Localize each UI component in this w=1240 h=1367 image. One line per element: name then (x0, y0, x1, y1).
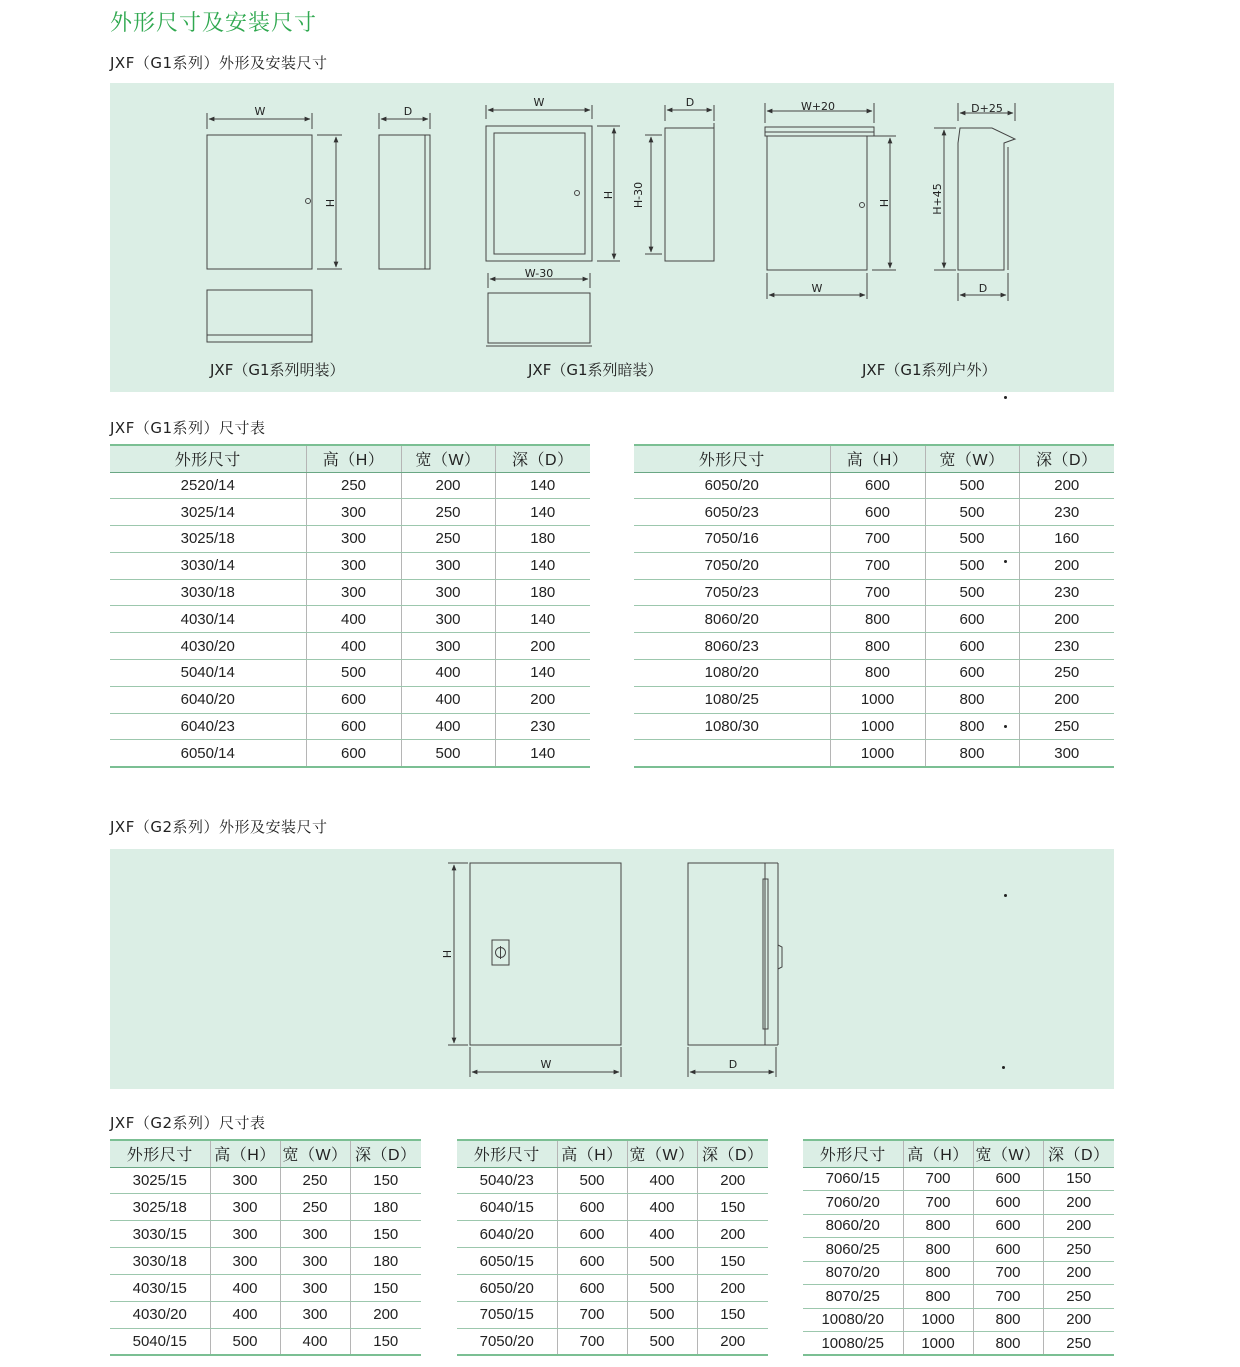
cell-height: 700 (830, 526, 925, 553)
cell-height: 700 (830, 552, 925, 579)
table-row (457, 1221, 768, 1248)
cell-height: 300 (306, 499, 401, 526)
cell-width: 400 (627, 1194, 697, 1221)
dim-label-h-plus-45: H+45 (931, 183, 944, 215)
cell-height: 600 (306, 740, 401, 767)
dim-label-d-plus-25: D+25 (971, 102, 1003, 115)
print-dot (1004, 894, 1007, 897)
cell-depth: 160 (1019, 526, 1114, 553)
cell-depth: 200 (1019, 686, 1114, 713)
cell-depth: 200 (697, 1167, 768, 1194)
cell-depth: 200 (1019, 552, 1114, 579)
header-size: 外形尺寸 (634, 445, 830, 472)
print-dot (1002, 1066, 1005, 1069)
cell-size: 7060/20 (803, 1191, 903, 1215)
dim-label-d: D (685, 96, 695, 109)
cell-width: 700 (973, 1285, 1043, 1309)
header-width: 宽（W） (280, 1140, 350, 1167)
cell-depth: 180 (350, 1194, 421, 1221)
cell-depth: 200 (1043, 1214, 1114, 1238)
cell-depth: 150 (350, 1167, 421, 1194)
dim-label-w-minus-30: W-30 (524, 267, 554, 280)
cell-width: 500 (627, 1248, 697, 1275)
table-row (110, 579, 590, 606)
g1-flush-front-view (486, 126, 592, 261)
cell-height: 700 (903, 1191, 973, 1215)
cell-size: 6050/20 (634, 472, 830, 499)
g2-size-table-2 (457, 1139, 768, 1356)
cell-height: 500 (557, 1167, 627, 1194)
cell-width: 400 (401, 713, 495, 740)
cell-size: 4030/20 (110, 1301, 210, 1328)
cell-depth: 250 (1043, 1285, 1114, 1309)
g2-diagram (110, 849, 1114, 1089)
cell-depth: 150 (350, 1275, 421, 1302)
cell-height: 300 (210, 1194, 280, 1221)
cell-depth: 200 (1043, 1191, 1114, 1215)
g2-side-view (688, 863, 765, 1045)
cell-size: 6040/20 (110, 686, 306, 713)
cell-depth: 200 (1043, 1261, 1114, 1285)
cell-depth: 250 (1019, 713, 1114, 740)
dim-label-w-plus-20: W+20 (800, 100, 836, 113)
cell-size: 10080/20 (803, 1308, 903, 1332)
cell-height: 300 (306, 552, 401, 579)
cell-width: 600 (925, 660, 1019, 687)
cell-width: 600 (973, 1238, 1043, 1262)
cell-height: 300 (306, 526, 401, 553)
cell-size: 8060/25 (803, 1238, 903, 1262)
cell-height: 800 (830, 633, 925, 660)
cell-width: 400 (401, 686, 495, 713)
table-header-row (803, 1140, 1114, 1167)
cell-depth: 200 (1019, 472, 1114, 499)
header-depth: 深（D） (1019, 445, 1114, 472)
table-row (110, 472, 590, 499)
dim-label-w: W (254, 105, 266, 118)
cell-size: 3030/14 (110, 552, 306, 579)
print-dot (1004, 560, 1007, 563)
header-width: 宽（W） (401, 445, 495, 472)
page-title: 外形尺寸及安装尺寸 (110, 11, 318, 36)
cell-size: 3030/18 (110, 1248, 210, 1275)
cell-height: 800 (830, 660, 925, 687)
cell-width: 300 (401, 579, 495, 606)
cell-width: 500 (925, 579, 1019, 606)
cell-height: 700 (557, 1328, 627, 1355)
cell-width: 300 (280, 1275, 350, 1302)
cell-size: 5040/14 (110, 660, 306, 687)
g1-size-table-left (110, 444, 590, 768)
table-row (110, 1194, 421, 1221)
cell-depth: 180 (495, 579, 590, 606)
table-row (457, 1301, 768, 1328)
g2-size-table-1 (110, 1139, 421, 1356)
cell-height: 1000 (903, 1308, 973, 1332)
cell-height: 600 (557, 1248, 627, 1275)
table-header-row (110, 445, 590, 472)
cell-size: 6050/15 (457, 1248, 557, 1275)
cell-width: 800 (925, 740, 1019, 767)
table-header-row (634, 445, 1114, 472)
cell-width: 500 (925, 499, 1019, 526)
table-row (803, 1238, 1114, 1262)
cell-width: 800 (925, 713, 1019, 740)
cell-size: 8070/25 (803, 1285, 903, 1309)
cell-depth: 250 (1043, 1238, 1114, 1262)
table-row (634, 526, 1114, 553)
cell-size: 6050/14 (110, 740, 306, 767)
cell-width: 500 (627, 1275, 697, 1302)
cell-height: 1000 (830, 686, 925, 713)
cell-depth: 200 (495, 633, 590, 660)
cell-width: 300 (280, 1301, 350, 1328)
cell-width: 600 (973, 1191, 1043, 1215)
cell-height: 600 (306, 686, 401, 713)
table-row (110, 499, 590, 526)
cell-width: 300 (401, 552, 495, 579)
cell-size: 3025/15 (110, 1167, 210, 1194)
cell-width: 500 (925, 526, 1019, 553)
table-row (634, 499, 1114, 526)
g1-diagram (110, 83, 1114, 392)
cell-height: 800 (903, 1214, 973, 1238)
cell-size: 8060/20 (803, 1214, 903, 1238)
table-row (634, 579, 1114, 606)
cell-width: 300 (280, 1248, 350, 1275)
dim-label-w: W (533, 96, 545, 109)
g1-section-title: JXF（G1系列）外形及安装尺寸 (110, 54, 328, 72)
header-height: 高（H） (903, 1140, 973, 1167)
cell-height: 700 (557, 1301, 627, 1328)
cell-depth: 140 (495, 472, 590, 499)
cell-width: 500 (925, 552, 1019, 579)
cell-size: 3025/18 (110, 1194, 210, 1221)
g1-caption-outdoor: JXF（G1系列户外） (862, 361, 997, 379)
cell-size: 3025/18 (110, 526, 306, 553)
cell-size: 6050/23 (634, 499, 830, 526)
cell-height: 600 (557, 1194, 627, 1221)
cell-height: 400 (210, 1301, 280, 1328)
table-row (110, 633, 590, 660)
g1-outdoor-front-view (767, 136, 867, 270)
cell-size: 7050/23 (634, 579, 830, 606)
table-row (634, 472, 1114, 499)
print-dot (1004, 396, 1007, 399)
header-depth: 深（D） (1043, 1140, 1114, 1167)
cell-width: 300 (401, 633, 495, 660)
cell-height: 600 (306, 713, 401, 740)
header-size: 外形尺寸 (457, 1140, 557, 1167)
cell-height: 300 (210, 1221, 280, 1248)
dim-label-d: D (403, 105, 413, 118)
table-row (110, 740, 590, 767)
g1-flush-side-view (665, 128, 714, 261)
cell-width: 250 (280, 1167, 350, 1194)
cell-size (634, 740, 830, 767)
table-header-row (110, 1140, 421, 1167)
cell-height: 400 (210, 1275, 280, 1302)
cell-size: 1080/30 (634, 713, 830, 740)
cell-width: 400 (627, 1167, 697, 1194)
cell-depth: 300 (1019, 740, 1114, 767)
cell-height: 1000 (830, 713, 925, 740)
cell-width: 800 (973, 1308, 1043, 1332)
cell-depth: 250 (1019, 660, 1114, 687)
g2-table-title: JXF（G2系列）尺寸表 (110, 1114, 266, 1132)
g1-caption-flush: JXF（G1系列暗装） (528, 361, 663, 379)
table-row (803, 1332, 1114, 1356)
cell-depth: 140 (495, 740, 590, 767)
cell-size: 4030/15 (110, 1275, 210, 1302)
header-height: 高（H） (210, 1140, 280, 1167)
cell-width: 400 (401, 660, 495, 687)
table-row (457, 1194, 768, 1221)
g2-size-table-3 (803, 1139, 1114, 1356)
header-width: 宽（W） (925, 445, 1019, 472)
cell-height: 700 (903, 1167, 973, 1191)
header-height: 高（H） (830, 445, 925, 472)
cell-size: 7050/15 (457, 1301, 557, 1328)
table-row (110, 660, 590, 687)
table-row (110, 526, 590, 553)
cell-depth: 180 (495, 526, 590, 553)
cell-width: 200 (401, 472, 495, 499)
header-size: 外形尺寸 (110, 445, 306, 472)
dim-label-d: D (978, 282, 988, 295)
cell-depth: 140 (495, 499, 590, 526)
table-row (110, 1328, 421, 1355)
cell-height: 600 (557, 1221, 627, 1248)
table-row (110, 1167, 421, 1194)
g1-table-title: JXF（G1系列）尺寸表 (110, 419, 266, 437)
cell-depth: 200 (697, 1328, 768, 1355)
dim-label-h-minus-30: H-30 (632, 181, 645, 209)
table-header-row (457, 1140, 768, 1167)
cell-depth: 140 (495, 606, 590, 633)
cell-depth: 200 (697, 1275, 768, 1302)
cell-width: 300 (280, 1221, 350, 1248)
cell-height: 300 (210, 1248, 280, 1275)
cell-width: 400 (627, 1221, 697, 1248)
header-width: 宽（W） (627, 1140, 697, 1167)
g2-front-view (470, 863, 621, 1045)
table-row (110, 686, 590, 713)
table-row (110, 1221, 421, 1248)
cell-size: 3030/18 (110, 579, 306, 606)
cell-size: 10080/25 (803, 1332, 903, 1356)
cell-size: 5040/23 (457, 1167, 557, 1194)
cell-size: 1080/25 (634, 686, 830, 713)
cell-width: 250 (280, 1194, 350, 1221)
cell-height: 600 (830, 499, 925, 526)
cell-width: 500 (627, 1301, 697, 1328)
cell-depth: 230 (495, 713, 590, 740)
cell-depth: 150 (697, 1194, 768, 1221)
table-row (803, 1214, 1114, 1238)
table-row (803, 1308, 1114, 1332)
cell-size: 8060/20 (634, 606, 830, 633)
cell-size: 7050/20 (634, 552, 830, 579)
cell-depth: 200 (1019, 606, 1114, 633)
cell-size: 6050/20 (457, 1275, 557, 1302)
header-size: 外形尺寸 (803, 1140, 903, 1167)
cell-width: 800 (925, 686, 1019, 713)
g1-diagram-panel (110, 83, 1114, 392)
cell-height: 300 (210, 1167, 280, 1194)
cell-size: 6040/15 (457, 1194, 557, 1221)
cell-size: 8060/23 (634, 633, 830, 660)
cell-size: 1080/20 (634, 660, 830, 687)
table-row (110, 606, 590, 633)
cell-size: 4030/20 (110, 633, 306, 660)
header-depth: 深（D） (697, 1140, 768, 1167)
cell-width: 500 (925, 472, 1019, 499)
cell-height: 800 (903, 1238, 973, 1262)
header-depth: 深（D） (495, 445, 590, 472)
cell-height: 600 (830, 472, 925, 499)
cell-size: 3025/14 (110, 499, 306, 526)
cell-size: 2520/14 (110, 472, 306, 499)
table-row (634, 660, 1114, 687)
cell-height: 600 (557, 1275, 627, 1302)
cell-height: 800 (903, 1261, 973, 1285)
table-row (803, 1285, 1114, 1309)
cell-size: 5040/15 (110, 1328, 210, 1355)
cell-depth: 200 (350, 1301, 421, 1328)
cell-width: 600 (925, 633, 1019, 660)
table-row (634, 633, 1114, 660)
cell-width: 250 (401, 526, 495, 553)
cell-height: 500 (306, 660, 401, 687)
g1-flush-top-view (488, 293, 590, 343)
print-dot (1004, 725, 1007, 728)
cell-depth: 230 (1019, 579, 1114, 606)
header-size: 外形尺寸 (110, 1140, 210, 1167)
dim-label-w: W (811, 282, 823, 295)
cell-height: 500 (210, 1328, 280, 1355)
cell-size: 6040/23 (110, 713, 306, 740)
cell-width: 800 (973, 1332, 1043, 1356)
cell-width: 700 (973, 1261, 1043, 1285)
g1-surface-side-view (379, 135, 430, 269)
table-row (457, 1275, 768, 1302)
table-row (634, 740, 1114, 767)
cell-depth: 150 (1043, 1167, 1114, 1191)
cell-size: 6040/20 (457, 1221, 557, 1248)
cell-depth: 150 (697, 1301, 768, 1328)
cell-size: 3030/15 (110, 1221, 210, 1248)
cell-height: 1000 (830, 740, 925, 767)
table-row (634, 552, 1114, 579)
header-width: 宽（W） (973, 1140, 1043, 1167)
table-row (110, 1248, 421, 1275)
cell-width: 600 (973, 1214, 1043, 1238)
cell-depth: 140 (495, 552, 590, 579)
cell-size: 7050/16 (634, 526, 830, 553)
dim-label-d: D (728, 1058, 738, 1071)
cell-height: 800 (830, 606, 925, 633)
cell-depth: 200 (1043, 1308, 1114, 1332)
cell-height: 800 (903, 1285, 973, 1309)
g1-surface-top-view (207, 290, 312, 342)
cell-height: 400 (306, 606, 401, 633)
dim-label-h: H (323, 198, 336, 208)
table-row (457, 1328, 768, 1355)
g1-surface-front-view (207, 135, 312, 269)
g1-outdoor-side-view (958, 128, 1015, 270)
cell-depth: 230 (1019, 499, 1114, 526)
cell-width: 500 (627, 1328, 697, 1355)
cell-height: 300 (306, 579, 401, 606)
cell-width: 600 (973, 1167, 1043, 1191)
cell-width: 500 (401, 740, 495, 767)
dim-label-w: W (540, 1058, 552, 1071)
table-row (634, 686, 1114, 713)
g1-size-table-right (634, 444, 1114, 768)
dim-label-h: H (877, 198, 890, 208)
cell-depth: 230 (1019, 633, 1114, 660)
cell-depth: 180 (350, 1248, 421, 1275)
cell-width: 250 (401, 499, 495, 526)
cell-width: 400 (280, 1328, 350, 1355)
header-depth: 深（D） (350, 1140, 421, 1167)
cell-depth: 140 (495, 660, 590, 687)
cell-depth: 200 (697, 1221, 768, 1248)
table-row (110, 1275, 421, 1302)
cell-size: 7050/20 (457, 1328, 557, 1355)
g2-section-title: JXF（G2系列）外形及安装尺寸 (110, 818, 328, 836)
table-row (110, 1301, 421, 1328)
cell-width: 600 (925, 606, 1019, 633)
cell-size: 7060/15 (803, 1167, 903, 1191)
table-row (457, 1248, 768, 1275)
table-row (634, 606, 1114, 633)
cell-height: 250 (306, 472, 401, 499)
table-row (457, 1167, 768, 1194)
g2-diagram-panel (110, 849, 1114, 1089)
header-height: 高（H） (557, 1140, 627, 1167)
table-row (803, 1261, 1114, 1285)
cell-depth: 150 (350, 1221, 421, 1248)
cell-height: 400 (306, 633, 401, 660)
header-height: 高（H） (306, 445, 401, 472)
table-row (110, 713, 590, 740)
cell-depth: 150 (697, 1248, 768, 1275)
cell-depth: 200 (495, 686, 590, 713)
cell-depth: 150 (350, 1328, 421, 1355)
g1-caption-surface: JXF（G1系列明装） (210, 361, 345, 379)
dim-label-h: H (440, 949, 453, 959)
cell-depth: 250 (1043, 1332, 1114, 1356)
table-row (803, 1191, 1114, 1215)
dim-label-h: H (601, 190, 614, 200)
table-row (803, 1167, 1114, 1191)
table-row (110, 552, 590, 579)
cell-height: 700 (830, 579, 925, 606)
table-row (634, 713, 1114, 740)
cell-height: 1000 (903, 1332, 973, 1356)
cell-size: 4030/14 (110, 606, 306, 633)
cell-size: 8070/20 (803, 1261, 903, 1285)
cell-width: 300 (401, 606, 495, 633)
